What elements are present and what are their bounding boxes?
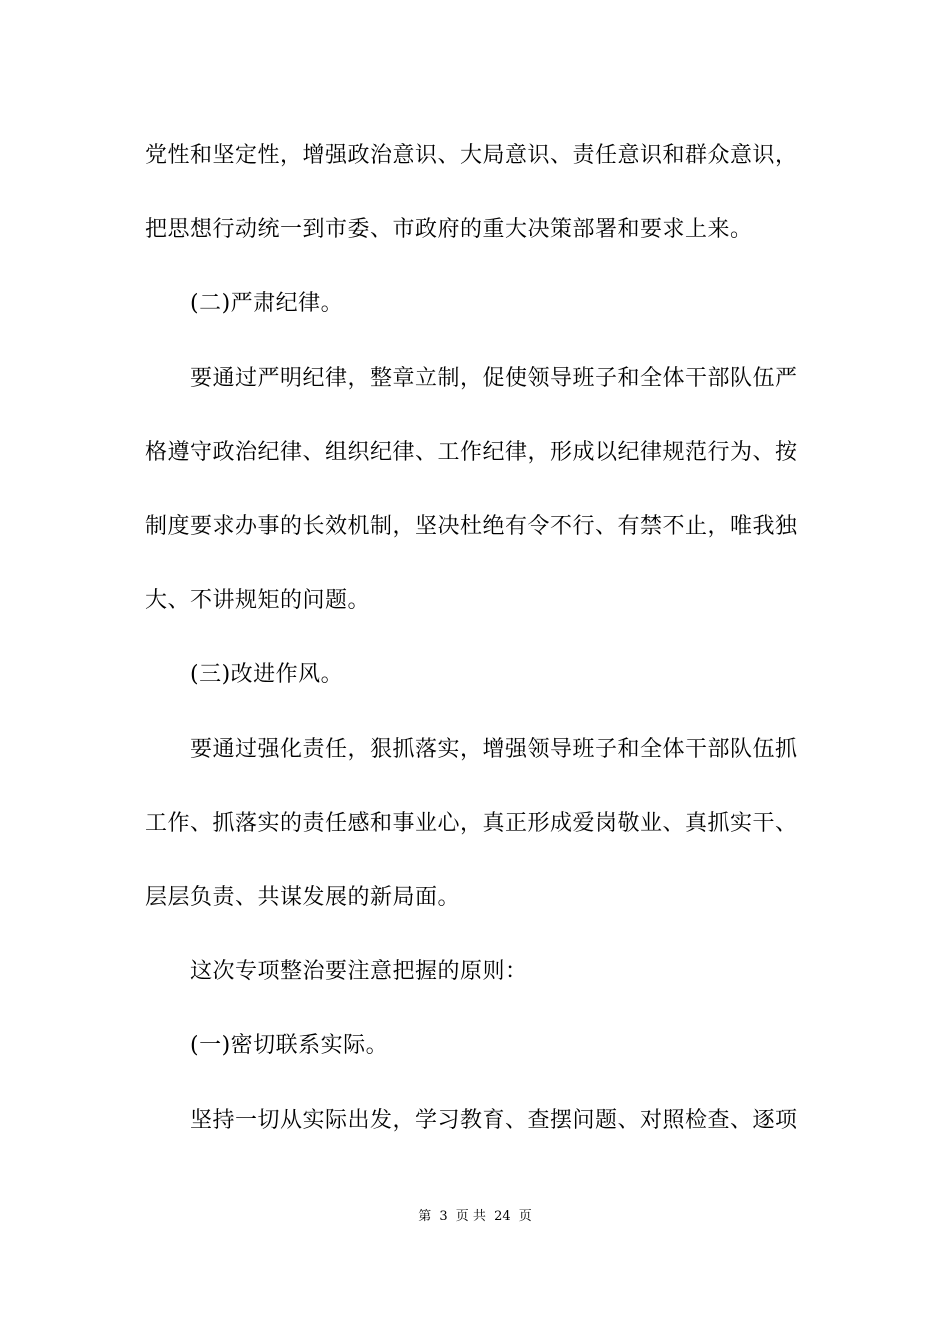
section-heading: (三)改进作风。 bbox=[190, 662, 344, 687]
body-text-line: 制度要求办事的长效机制，坚决杜绝有令不行、有禁不止，唯我独 bbox=[145, 514, 798, 539]
section-heading: (二)严肃纪律。 bbox=[190, 291, 344, 316]
body-text-line: 坚持一切从实际出发，学习教育、查摆问题、对照检查、逐项 bbox=[190, 1108, 798, 1133]
body-text-line: 格遵守政治纪律、组织纪律、工作纪律，形成以纪律规范行为、按 bbox=[145, 440, 798, 465]
body-text-line: 工作、抓落实的责任感和事业心，真正形成爱岗敬业、真抓实干、 bbox=[145, 811, 798, 836]
body-text-line: 党性和坚定性，增强政治意识、大局意识、责任意识和群众意识， bbox=[145, 143, 798, 168]
body-text-line: 把思想行动统一到市委、市政府的重大决策部署和要求上来。 bbox=[145, 217, 753, 242]
section-heading: (一)密切联系实际。 bbox=[190, 1033, 389, 1058]
footer-current-page: 3 bbox=[439, 1209, 448, 1224]
footer-prefix: 第 bbox=[418, 1209, 432, 1224]
footer-middle: 页 共 bbox=[455, 1209, 486, 1224]
body-text-line: 这次专项整治要注意把握的原则： bbox=[190, 959, 528, 984]
body-text-line: 要通过强化责任，狠抓落实，增强领导班子和全体干部队伍抓 bbox=[190, 737, 798, 762]
page-footer bbox=[0, 1208, 950, 1226]
body-text-line: 大、不讲规矩的问题。 bbox=[145, 588, 371, 613]
body-text-line: 层层负责、共谋发展的新局面。 bbox=[145, 885, 461, 910]
footer-total-pages: 24 bbox=[494, 1209, 511, 1224]
body-text-line: 要通过严明纪律，整章立制，促使领导班子和全体干部队伍严 bbox=[190, 366, 798, 391]
footer-suffix: 页 bbox=[518, 1209, 532, 1224]
